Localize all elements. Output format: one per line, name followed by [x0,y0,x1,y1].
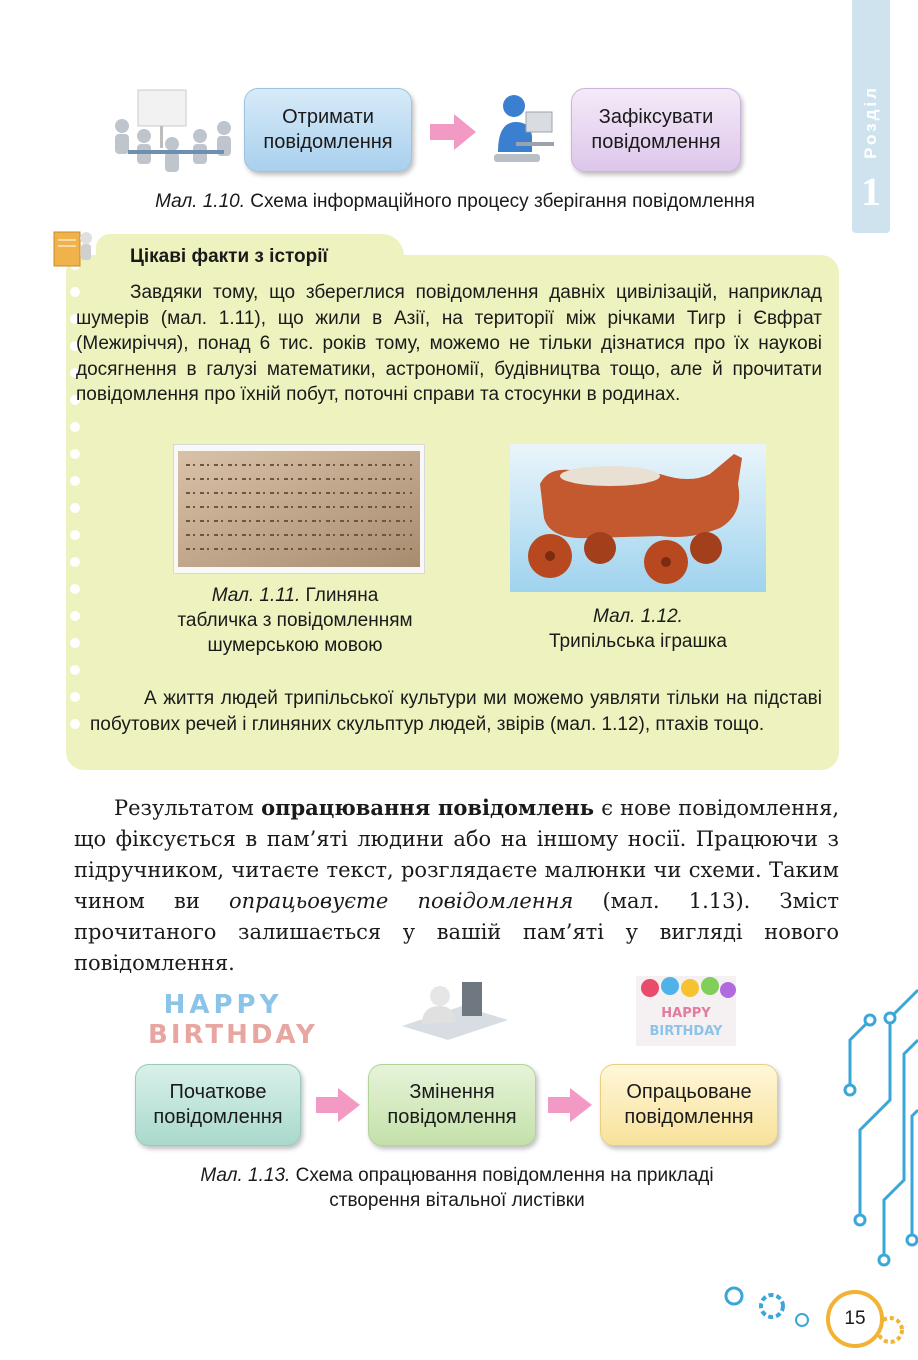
section-label: Розділ [861,85,880,159]
facts-title: Цікаві факти з історії [130,246,328,267]
arrow-icon [548,1088,592,1122]
term-processing: опрацювання повідомлень [261,795,595,820]
birthday-card-image: HAPPY BIRTHDAY [636,976,736,1046]
trypillian-toy-image [510,444,766,592]
facts-paragraph-1: Завдяки тому, що збереглися повідомлення давніх цивілізацій, наприклад шумерів (мал. 1.11), що жили в Азії, на території між річками Тигр і Євфрат (Межиріччя), понад 6 тис. років тому, можемо не тільки дізнатися про їх наукові досягнення в галузі математики, астрономії, будівництва тощо, але й прочитати повідомлення про їхній побут, поточні справи та стосунки в родинах. [76,282,822,405]
changed-message-box: Змінення повідомлення [368,1064,536,1146]
term-process-message: опрацьовуєте повідомлення [228,889,574,913]
gears-decoration [716,1280,816,1340]
initial-message-box: Початкове повідомлення [135,1064,301,1146]
scroll-icon [48,226,96,274]
person-at-computer-illustration-2 [392,976,512,1040]
person-at-computer-illustration [486,92,556,172]
section-number: 1 [861,169,881,214]
arrow-icon [316,1088,360,1122]
happy-birthday-text: HAPPY BIRTHDAY [148,990,318,1050]
figure-1-11-caption: Мал. 1.11. Глиняна табличка з повідомленням шумерською мовою [177,585,413,656]
arrow-icon [430,114,476,150]
facts-paragraph-2: А життя людей трипільської культури ми можемо уявляти тільки на підставі побутових речей і глиняних скульптур людей, звірів (мал. 1.12), птахів тощо. [90,688,822,735]
audience-illustration [108,84,238,176]
receive-message-box: Отримати повідомлення [244,88,412,172]
figure-1-13-caption: Мал. 1.13. Схема опрацювання повідомлення на прикладі створення вітальної листівки [200,1165,714,1211]
figure-1-12-caption: Мал. 1.12. Трипільська іграшка [548,606,727,652]
figure-1-10-caption: Мал. 1.10. Схема інформаційного процесу зберігання повідомлення [155,191,755,212]
body-paragraph: Результатом опрацювання повідомлень є нове повідомлення, що фіксується в пам’яті людини або на іншому носії. Працюючи з підручником, читаєте текст, розглядаєте малюнки чи схеми. Таким чином ви опрацьовуєте повідомлення (мал. 1.13). Зміст прочитаного залишається у вашій пам’яті у вигляді нового повідомлення. [74,795,839,975]
processed-message-box: Опрацьоване повідомлення [600,1064,778,1146]
record-message-box: Зафіксувати повідомлення [571,88,741,172]
page-number: 15 [826,1290,884,1348]
clay-tablet-image [173,444,425,574]
